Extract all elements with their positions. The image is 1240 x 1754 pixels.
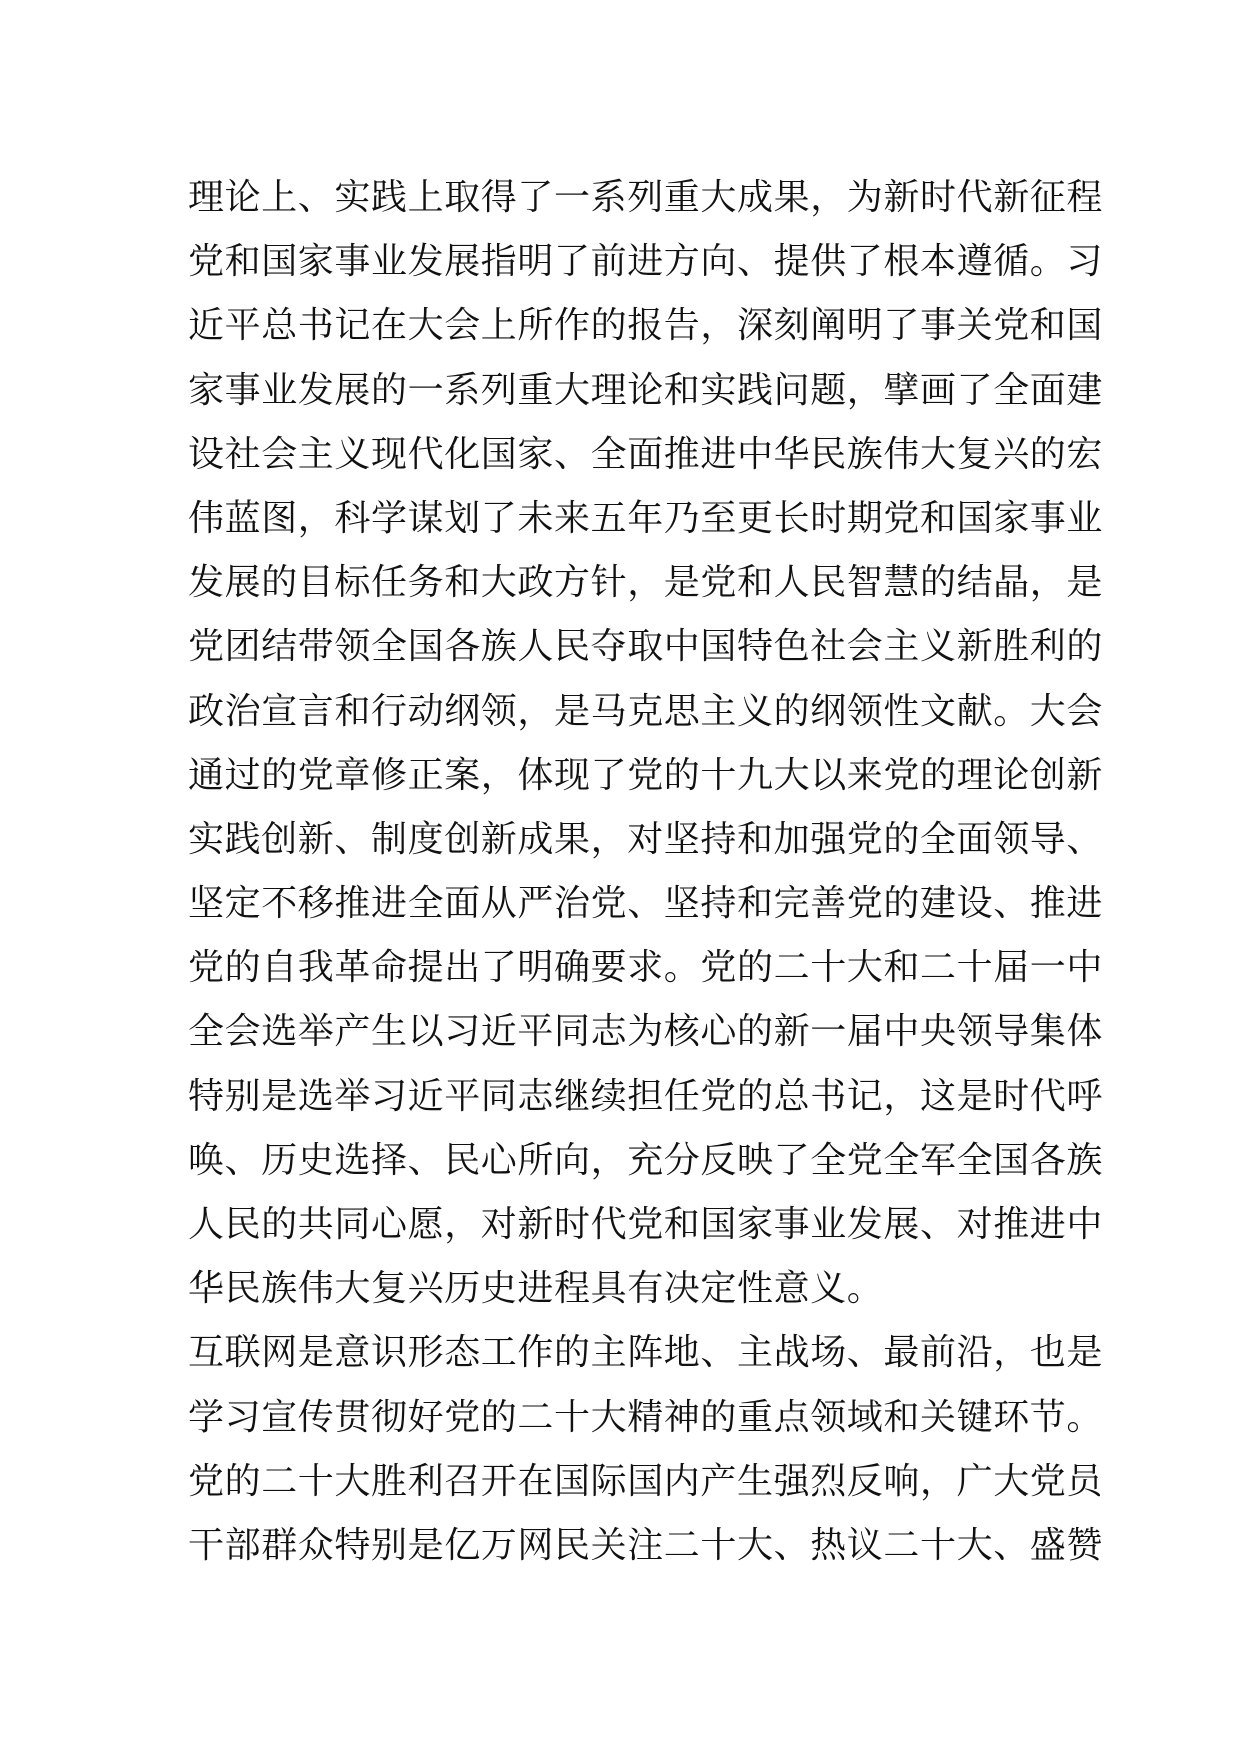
text-line: 党的自我革命提出了明确要求。党的二十大和二十届一中 [188,947,1104,989]
text-line: 学习宣传贯彻好党的二十大精神的重点领域和关键环节。 [188,1396,1104,1438]
text-line: 特别是选举习近平同志继续担任党的总书记，这是时代呼 [188,1075,1104,1117]
text-line: 唤、历史选择、民心所向，充分反映了全党全军全国各族 [188,1139,1104,1181]
text-line: 坚定不移推进全面从严治党、坚持和完善党的建设、推进 [188,883,1104,925]
text-line: 党的二十大胜利召开在国际国内产生强烈反响，广大党员 [188,1460,1104,1502]
text-line: 华民族伟大复兴历史进程具有决定性意义。 [188,1268,884,1310]
text-line: 党和国家事业发展指明了前进方向、提供了根本遵循。习 [188,241,1104,283]
body-text [188,166,1104,1578]
text-line: 实践创新、制度创新成果，对坚持和加强党的全面领导、 [188,818,1104,860]
text-line: 干部群众特别是亿万网民关注二十大、热议二十大、盛赞 [188,1524,1104,1566]
text-line: 政治宣言和行动纲领，是马克思主义的纲领性文献。大会 [188,690,1104,732]
text-line: 伟蓝图，科学谋划了未来五年乃至更长时期党和国家事业 [188,497,1104,539]
text-line: 党团结带领全国各族人民夺取中国特色社会主义新胜利的 [188,626,1104,668]
text-line: 发展的目标任务和大政方针，是党和人民智慧的结晶，是 [188,562,1104,604]
text-line: 设社会主义现代化国家、全面推进中华民族伟大复兴的宏 [188,433,1104,475]
text-line: 理论上、实践上取得了一系列重大成果，为新时代新征程 [188,177,1104,218]
text-line: 人民的共同心愿，对新时代党和国家事业发展、对推进中 [188,1204,1104,1245]
text-line: 近平总书记在大会上所作的报告，深刻阐明了事关党和国 [188,305,1104,347]
text-line: 通过的党章修正案，体现了党的十九大以来党的理论创新 [188,754,1104,796]
text-line: 家事业发展的一系列重大理论和实践问题，擘画了全面建 [188,369,1104,411]
text-line: 全会选举产生以习近平同志为核心的新一届中央领导集体 [188,1011,1104,1053]
text-line: 互联网是意识形态工作的主阵地、主战场、最前沿，也是 [188,1332,1104,1374]
